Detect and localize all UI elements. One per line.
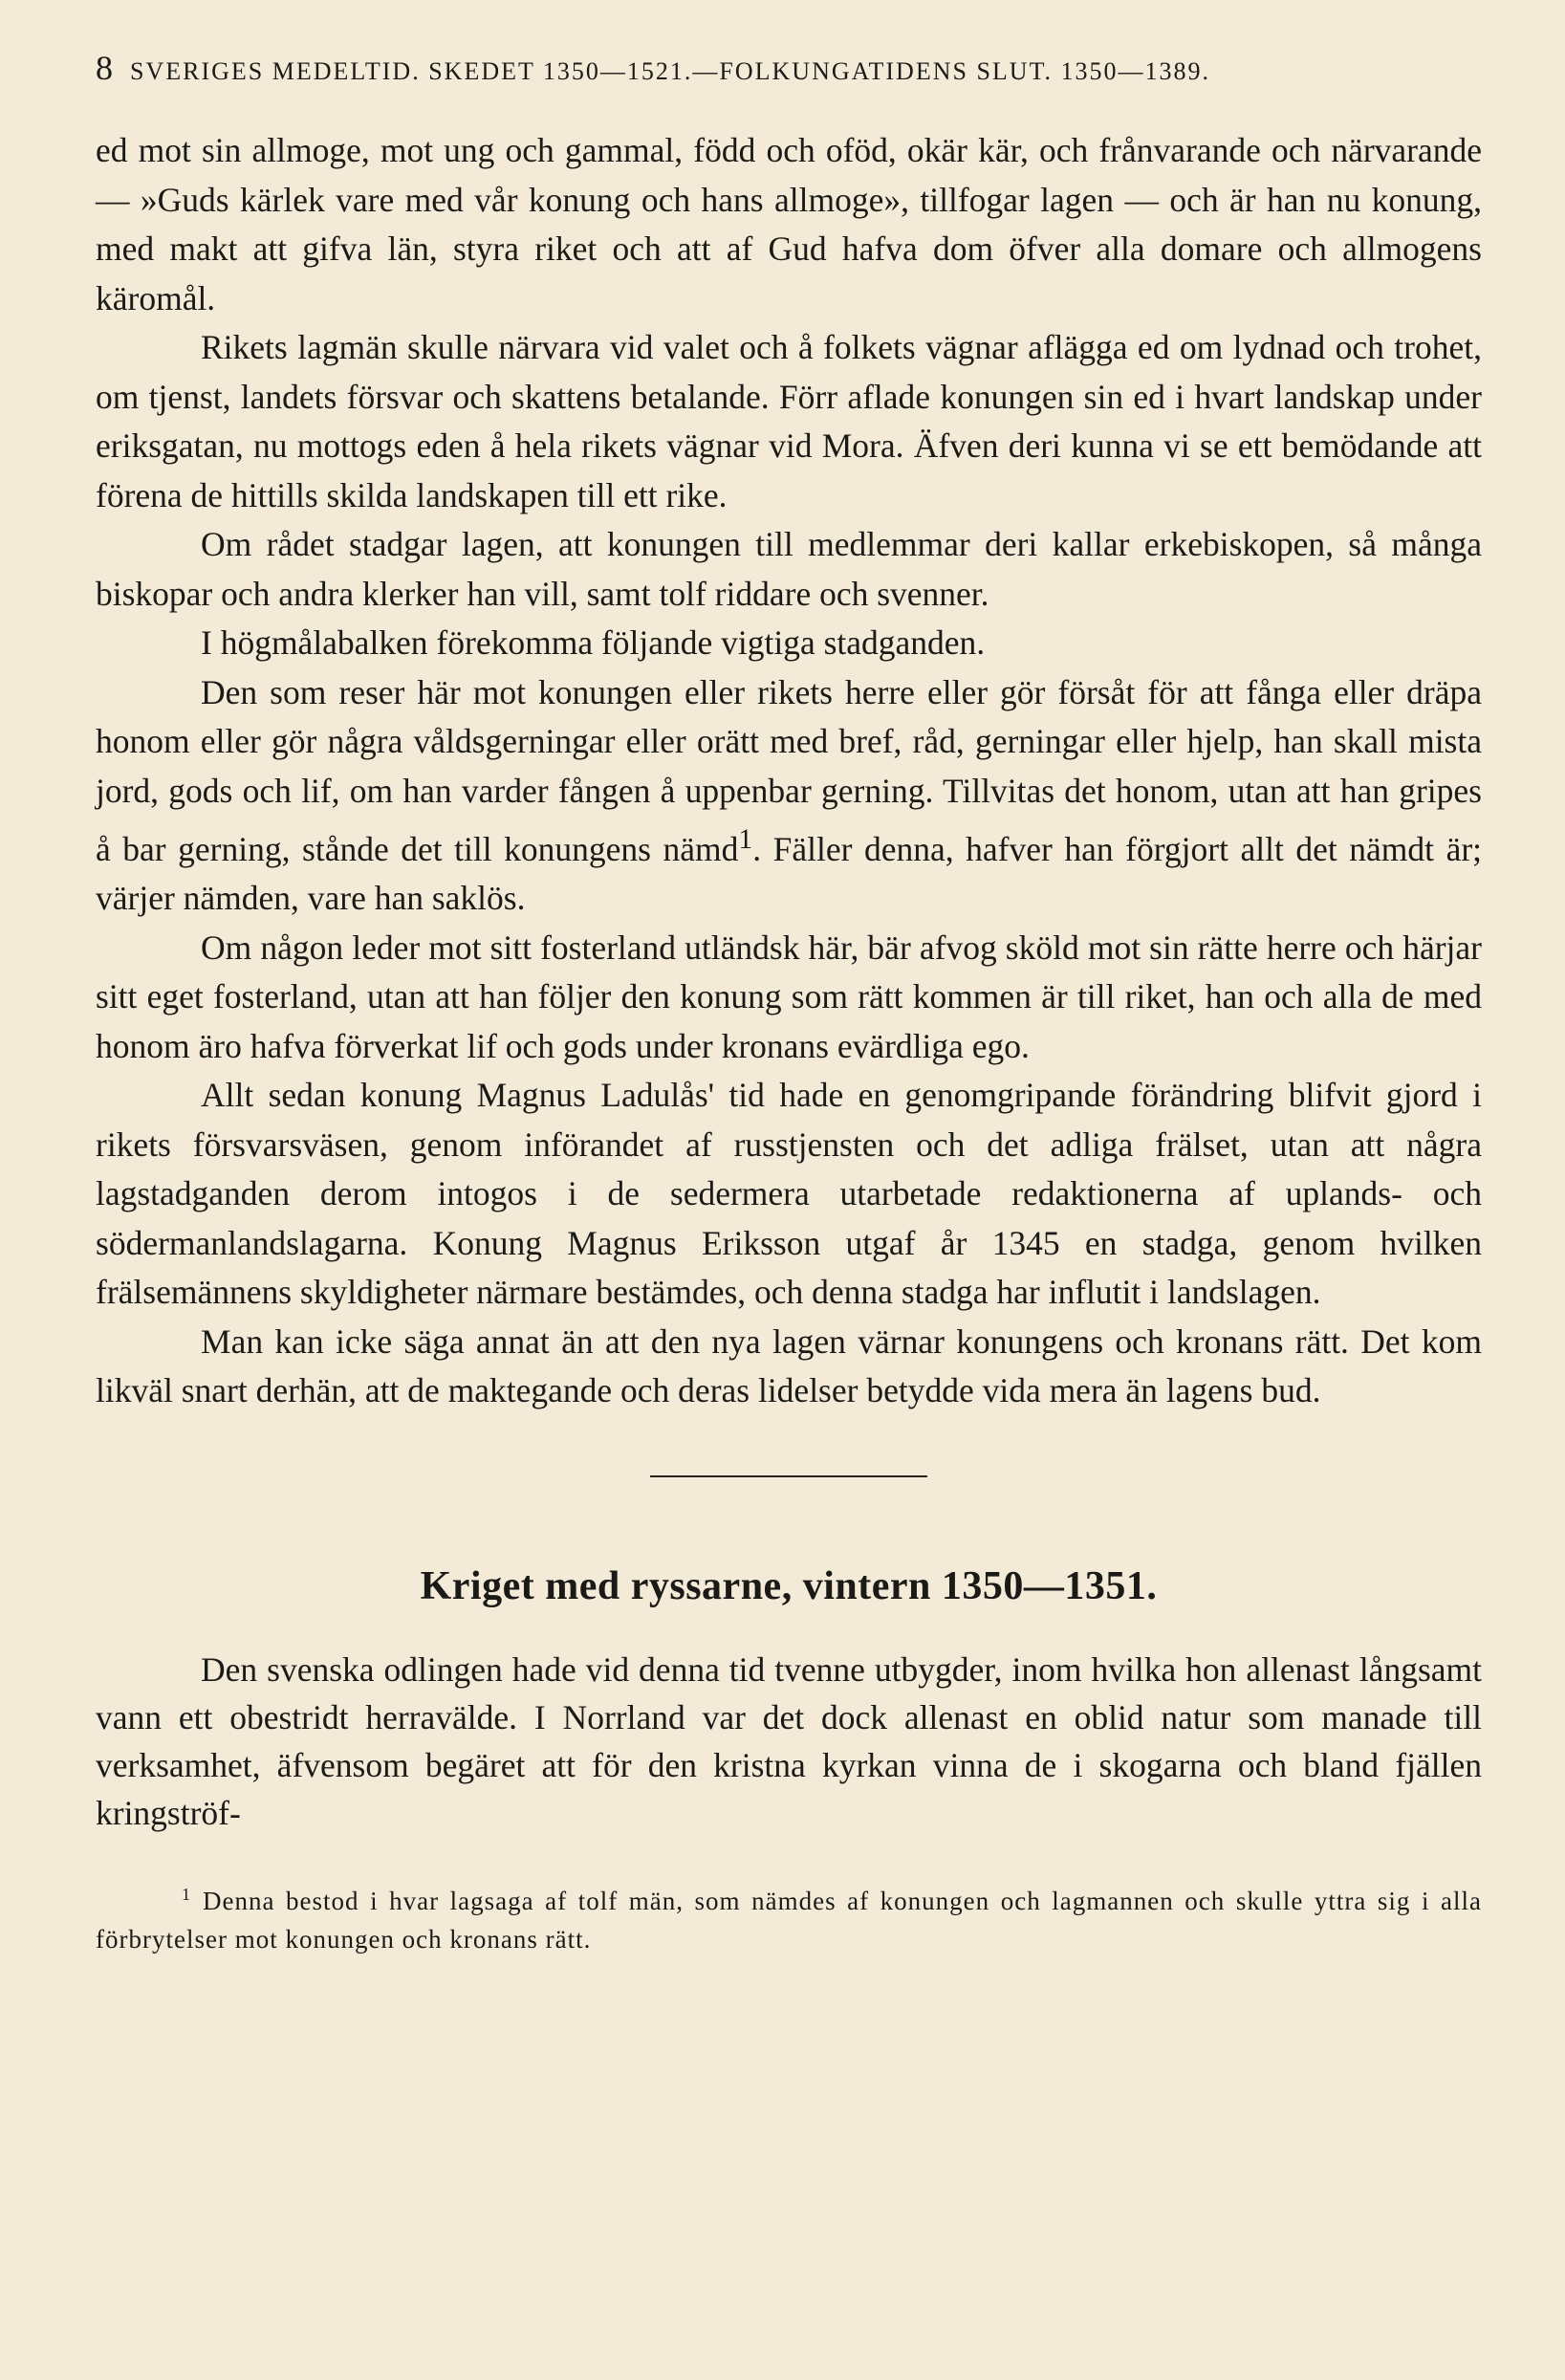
paragraph: Rikets lagmän skulle närvara vid valet och å folkets vägnar aflägga ed om lydnad och trohet, om tjenst, landets försvar och skattens betalande. Förr aflade konungen sin ed i hvart landskap under eriksgatan, nu mottogs eden å hela rikets vägnar vid Mora. Äfven deri kunna vi se ett bemödande att förena de hittills skilda landskapen till ett rike.: [96, 328, 1482, 514]
paragraph: ed mot sin allmoge, mot ung och gammal, född och oföd, okär kär, och frånvarande och närvarande — »Guds kärlek vare med vår konung och hans allmoge», tillfogar lagen — och är han nu konung, med makt att gifva län, styra riket och att af Gud hafva dom öfver alla domare och allmogens käromål.: [96, 131, 1482, 317]
page: [96, 48, 1482, 2343]
paragraph: Om någon leder mot sitt fosterland utländsk här, bär afvog sköld mot sin rätte herre och härjar sitt eget fosterland, utan att han följer den konung som rätt kommen är till riket, han och alla de med honom äro hafva förverkat lif och gods under kronans evärdliga ego.: [96, 928, 1482, 1065]
footnotes: [96, 1875, 1482, 1958]
running-head: [96, 48, 1482, 86]
paragraph-text: Den som reser här mot konungen eller rikets herre eller gör försåt för att fånga eller dräpa honom eller gör några våldsgerningar eller orätt med bref, råd, gerningar eller hjelp, han skall mista jord, gods och lif, om han varder fången å uppenbar gerning. Tillvitas det honom, utan att han gripes å bar gerning, stånde det till konungens nämd: [96, 672, 1482, 868]
section-body: [96, 1646, 1482, 1837]
footnote: [96, 1875, 1482, 1958]
section-divider: [650, 1475, 927, 1477]
paragraph: I högmålabalken förekomma följande vigtiga stadganden.: [201, 623, 986, 662]
paragraph: Om rådet stadgar lagen, att konungen till medlemmar deri kallar erkebiskopen, så många biskopar och andra klerker han vill, samt tolf riddare och svenner.: [96, 525, 1482, 613]
paragraph-text: Fäller denna, hafver han förgjort allt det nämdt är; värjer nämden, vare han saklös.: [96, 829, 1483, 918]
footnote-text: Denna bestod i hvar lagsaga af tolf män, som nämdes af konungen och lagmannen och skulle yttra sig i alla förbrytelser mot konungen och kronans rätt.: [96, 1886, 1482, 1954]
paragraph: Den svenska odlingen hade vid denna tid tvenne utbygder, inom hvilka hon allenast långsamt vann ett obestridt herravälde. I Norrland var det dock allenast en oblid natur som manade till verksamhet, äfvensom begäret att för den kristna kyrkan vinna de i skogarna och bland fjällen kringströf-: [96, 1649, 1482, 1832]
paragraph: Allt sedan konung Magnus Ladulås' tid hade en genomgripande förändring blifvit gjord i rikets försvarsväsen, genom införandet af russtjensten och det adliga frälset, utan att några lagstadganden derom intogos i de sedermera utarbetade redaktionerna af uplands- och södermanlandslagarna. Konung Magnus Eriksson utgaf år 1345 en stadga, genom hvilken frälsemännens skyldigheter närmare bestämdes, och denna stadga har influtit i landslagen.: [96, 1076, 1482, 1312]
paragraph: Man kan icke säga annat än att den nya lagen värnar konungens och kronans rätt. Det kom likväl snart derhän, att de maktegande och deras lidelser betydde vida mera än lagens bud.: [96, 1321, 1482, 1410]
section-heading: Kriget med ryssarne, vintern 1350—1351.: [420, 1563, 1158, 1608]
page-number: 8: [96, 49, 113, 87]
footnote-reference: 1: [738, 824, 753, 855]
body-text: [96, 126, 1482, 1416]
running-title: SVERIGES MEDELTID. SKEDET 1350—1521.—FOLKUNGATIDENS SLUT. 1350—1389.: [130, 57, 1211, 85]
paragraph-with-footnote: Den som reser här mot konungen eller rikets herre eller gör försåt för att fånga eller dräpa honom eller gör några våldsgerningar eller orätt med bref, råd, gerningar eller hjelp, han skall mista jord, gods och lif, om han varder fången å uppenbar gerning. Tillvitas det honom, utan att han gripes å bar gerning, stånde det till konungens nämd$^1$. Fäller denna, hafver han förgjort allt det nämdt är; värjer nämden, vare han saklös.: [96, 672, 1483, 918]
footnote-marker: 1: [182, 1884, 191, 1904]
